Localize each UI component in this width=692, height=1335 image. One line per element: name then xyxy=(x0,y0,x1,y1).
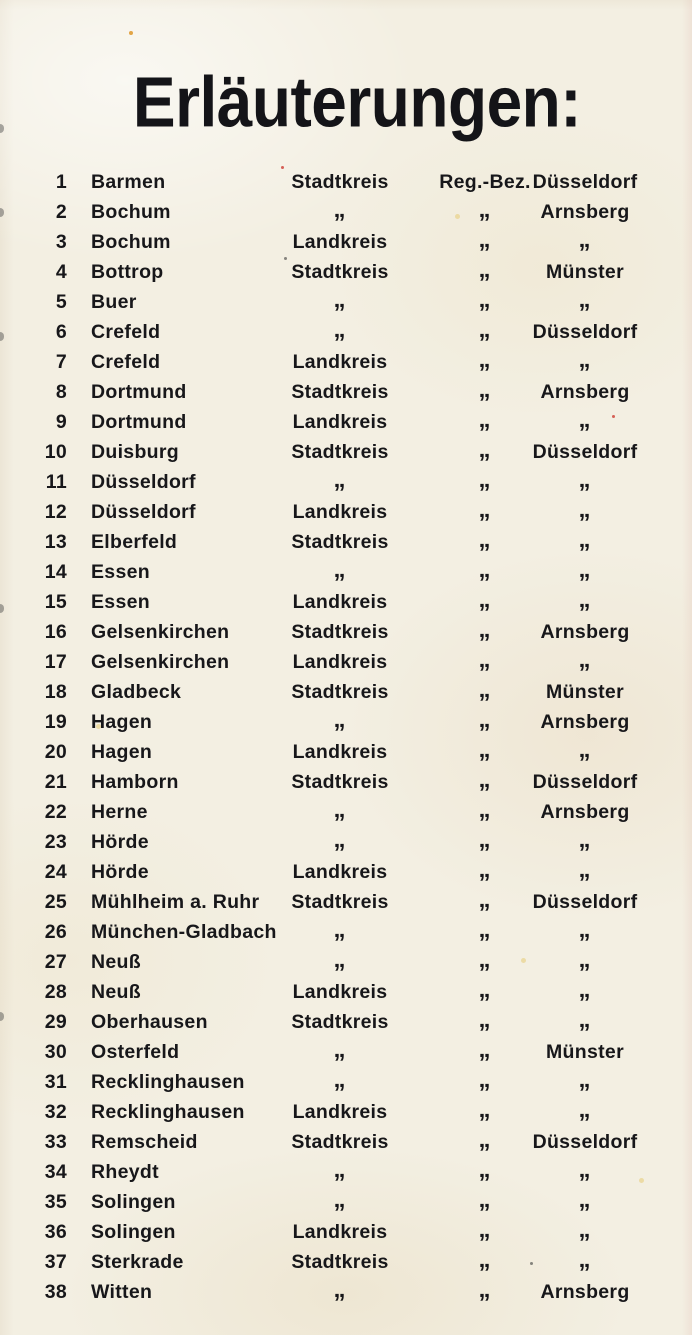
region-name: „ xyxy=(578,556,592,583)
region-name: „ xyxy=(578,646,592,673)
kreis-type: „ xyxy=(333,1276,347,1303)
table-row xyxy=(0,1037,692,1067)
row-number: 28 xyxy=(44,981,67,1003)
city-name: Düsseldorf xyxy=(91,471,196,493)
region-name: Arnsberg xyxy=(540,201,630,223)
region-name: „ xyxy=(578,496,592,523)
region-name: „ xyxy=(578,1006,592,1033)
region-name: „ xyxy=(578,826,592,853)
row-number: 13 xyxy=(44,531,67,553)
table-row xyxy=(0,617,692,647)
row-number: 6 xyxy=(55,321,67,343)
kreis-type: Stadtkreis xyxy=(291,621,389,643)
city-name: Essen xyxy=(91,561,150,583)
kreis-type: „ xyxy=(333,556,347,583)
regbez-label: „ xyxy=(478,1156,492,1183)
region-name: Arnsberg xyxy=(540,711,630,733)
city-name: Duisburg xyxy=(91,441,179,463)
table-row xyxy=(0,1097,692,1127)
region-name: Arnsberg xyxy=(540,381,630,403)
row-number: 34 xyxy=(44,1161,67,1183)
kreis-type: „ xyxy=(333,916,347,943)
table-row xyxy=(0,827,692,857)
kreis-type: „ xyxy=(333,1156,347,1183)
region-name: „ xyxy=(578,1246,592,1273)
row-number: 23 xyxy=(44,831,67,853)
city-name: Barmen xyxy=(91,171,166,193)
regbez-label: „ xyxy=(478,766,492,793)
region-name: Arnsberg xyxy=(540,621,630,643)
regbez-label: „ xyxy=(478,1036,492,1063)
row-number: 1 xyxy=(55,171,67,193)
region-name: Arnsberg xyxy=(540,1281,630,1303)
regbez-label: „ xyxy=(478,556,492,583)
region-name: „ xyxy=(578,226,592,253)
row-number: 20 xyxy=(44,741,67,763)
city-name: Hamborn xyxy=(91,771,179,793)
table-row xyxy=(0,1127,692,1157)
regbez-label: „ xyxy=(478,676,492,703)
row-number: 11 xyxy=(45,471,67,493)
row-number: 31 xyxy=(44,1071,67,1093)
row-number: 12 xyxy=(44,501,67,523)
table-row xyxy=(0,1247,692,1277)
city-name: Neuß xyxy=(91,981,141,1003)
region-name: „ xyxy=(578,286,592,313)
row-number: 18 xyxy=(44,681,67,703)
region-name: Arnsberg xyxy=(540,801,630,823)
regbez-label: „ xyxy=(478,256,492,283)
table-row xyxy=(0,1277,692,1307)
kreis-type: Landkreis xyxy=(292,231,388,253)
table-row xyxy=(0,887,692,917)
region-name: Düsseldorf xyxy=(532,171,638,193)
regbez-label: „ xyxy=(478,1126,492,1153)
row-number: 36 xyxy=(44,1221,67,1243)
city-name: Crefeld xyxy=(91,351,161,373)
city-name: Crefeld xyxy=(91,321,161,343)
region-name: „ xyxy=(578,1156,592,1183)
table-row xyxy=(0,1217,692,1247)
city-name: Essen xyxy=(91,591,150,613)
city-name: Buer xyxy=(91,291,137,313)
kreis-type: Stadtkreis xyxy=(291,891,389,913)
regbez-label: „ xyxy=(478,346,492,373)
region-name: „ xyxy=(578,736,592,763)
scan-speck xyxy=(129,31,133,35)
kreis-type: Landkreis xyxy=(292,861,388,883)
kreis-type: Landkreis xyxy=(292,981,388,1003)
city-name: Dortmund xyxy=(91,411,187,433)
city-name: Witten xyxy=(91,1281,153,1303)
row-number: 27 xyxy=(44,951,67,973)
region-name: Düsseldorf xyxy=(532,441,638,463)
table-row xyxy=(0,377,692,407)
region-name: „ xyxy=(578,1186,592,1213)
row-number: 32 xyxy=(44,1101,67,1123)
region-name: „ xyxy=(578,1096,592,1123)
regbez-label: „ xyxy=(478,1246,492,1273)
regbez-label: Reg.-Bez. xyxy=(439,171,531,193)
row-number: 19 xyxy=(44,711,67,733)
kreis-type: Landkreis xyxy=(292,1101,388,1123)
region-name: Münster xyxy=(546,261,624,283)
city-name: Herne xyxy=(91,801,148,823)
city-name: Bochum xyxy=(91,231,171,253)
city-name: Oberhausen xyxy=(91,1011,208,1033)
city-name: Sterkrade xyxy=(91,1251,184,1273)
kreis-type: Stadtkreis xyxy=(291,1251,389,1273)
table-row xyxy=(0,527,692,557)
table-row xyxy=(0,1067,692,1097)
row-number: 15 xyxy=(44,591,67,613)
kreis-type: Stadtkreis xyxy=(291,1011,389,1033)
kreis-type: Stadtkreis xyxy=(291,441,389,463)
kreis-type: Landkreis xyxy=(292,501,388,523)
row-number: 10 xyxy=(44,441,67,463)
city-name: Neuß xyxy=(91,951,141,973)
region-name: „ xyxy=(578,526,592,553)
page-title: Erläuterungen: xyxy=(132,61,582,143)
region-name: „ xyxy=(578,946,592,973)
regbez-label: „ xyxy=(478,1276,492,1303)
kreis-type: Stadtkreis xyxy=(291,1131,389,1153)
kreis-type: Stadtkreis xyxy=(291,171,389,193)
city-name: Düsseldorf xyxy=(91,501,196,523)
kreis-type: „ xyxy=(333,1066,347,1093)
regbez-label: „ xyxy=(478,736,492,763)
regbez-label: „ xyxy=(478,466,492,493)
table-row xyxy=(0,167,692,197)
row-number: 7 xyxy=(55,351,67,373)
city-name: Hörde xyxy=(91,831,149,853)
city-name: Recklinghausen xyxy=(91,1101,245,1123)
row-number: 24 xyxy=(44,861,67,883)
region-name: „ xyxy=(578,586,592,613)
table-row xyxy=(0,227,692,257)
region-name: Düsseldorf xyxy=(532,321,638,343)
table-row xyxy=(0,737,692,767)
table-row xyxy=(0,1007,692,1037)
regbez-label: „ xyxy=(478,946,492,973)
regbez-label: „ xyxy=(478,226,492,253)
regbez-label: „ xyxy=(478,886,492,913)
region-name: „ xyxy=(578,976,592,1003)
city-name: Gelsenkirchen xyxy=(91,621,230,643)
regbez-label: „ xyxy=(478,316,492,343)
city-name: Hagen xyxy=(91,711,153,733)
row-number: 5 xyxy=(55,291,67,313)
city-name: Dortmund xyxy=(91,381,187,403)
table-row xyxy=(0,467,692,497)
region-name: „ xyxy=(578,466,592,493)
region-name: „ xyxy=(578,856,592,883)
regbez-label: „ xyxy=(478,526,492,553)
row-number: 35 xyxy=(44,1191,67,1213)
regbez-label: „ xyxy=(478,1006,492,1033)
city-name: München-Gladbach xyxy=(91,921,277,943)
region-name: „ xyxy=(578,406,592,433)
region-name: Düsseldorf xyxy=(532,771,638,793)
row-number: 2 xyxy=(55,201,67,223)
city-name: Remscheid xyxy=(91,1131,198,1153)
kreis-type: Landkreis xyxy=(292,351,388,373)
table-row xyxy=(0,407,692,437)
region-name: Düsseldorf xyxy=(532,1131,638,1153)
row-number: 14 xyxy=(44,561,67,583)
table-row xyxy=(0,947,692,977)
regbez-label: „ xyxy=(478,916,492,943)
table-row xyxy=(0,917,692,947)
city-name: Gelsenkirchen xyxy=(91,651,230,673)
city-name: Solingen xyxy=(91,1221,176,1243)
table-row xyxy=(0,437,692,467)
kreis-type: Stadtkreis xyxy=(291,261,389,283)
regbez-label: „ xyxy=(478,856,492,883)
regbez-label: „ xyxy=(478,1096,492,1123)
kreis-type: Landkreis xyxy=(292,591,388,613)
kreis-type: Landkreis xyxy=(292,1221,388,1243)
table-row xyxy=(0,677,692,707)
kreis-type: Stadtkreis xyxy=(291,771,389,793)
kreis-type: Stadtkreis xyxy=(291,681,389,703)
regbez-label: „ xyxy=(478,826,492,853)
table-row xyxy=(0,317,692,347)
city-name: Osterfeld xyxy=(91,1041,180,1063)
regbez-label: „ xyxy=(478,496,492,523)
city-name: Recklinghausen xyxy=(91,1071,245,1093)
city-name: Solingen xyxy=(91,1191,176,1213)
regbez-label: „ xyxy=(478,586,492,613)
kreis-type: „ xyxy=(333,1186,347,1213)
row-number: 21 xyxy=(44,771,67,793)
table-row xyxy=(0,977,692,1007)
kreis-type: „ xyxy=(333,946,347,973)
region-name: „ xyxy=(578,1216,592,1243)
regbez-label: „ xyxy=(478,436,492,463)
kreis-type: „ xyxy=(333,826,347,853)
row-number: 17 xyxy=(44,651,67,673)
legend-table xyxy=(0,167,692,1307)
kreis-type: Landkreis xyxy=(292,651,388,673)
region-name: „ xyxy=(578,1066,592,1093)
table-row xyxy=(0,647,692,677)
kreis-type: Landkreis xyxy=(292,741,388,763)
table-row xyxy=(0,197,692,227)
region-name: „ xyxy=(578,346,592,373)
region-name: Münster xyxy=(546,681,624,703)
kreis-type: „ xyxy=(333,286,347,313)
kreis-type: Stadtkreis xyxy=(291,531,389,553)
table-row xyxy=(0,707,692,737)
regbez-label: „ xyxy=(478,1186,492,1213)
table-row xyxy=(0,767,692,797)
kreis-type: „ xyxy=(333,796,347,823)
table-row xyxy=(0,347,692,377)
table-row xyxy=(0,857,692,887)
row-number: 29 xyxy=(44,1011,67,1033)
table-row xyxy=(0,557,692,587)
city-name: Hagen xyxy=(91,741,153,763)
city-name: Hörde xyxy=(91,861,149,883)
city-name: Bochum xyxy=(91,201,171,223)
region-name: Münster xyxy=(546,1041,624,1063)
city-name: Mühlheim a. Ruhr xyxy=(91,891,260,913)
row-number: 25 xyxy=(44,891,67,913)
row-number: 16 xyxy=(44,621,67,643)
regbez-label: „ xyxy=(478,196,492,223)
table-row xyxy=(0,497,692,527)
kreis-type: „ xyxy=(333,1036,347,1063)
table-row xyxy=(0,287,692,317)
row-number: 37 xyxy=(44,1251,67,1273)
regbez-label: „ xyxy=(478,286,492,313)
row-number: 22 xyxy=(44,801,67,823)
row-number: 33 xyxy=(44,1131,67,1153)
table-row xyxy=(0,1187,692,1217)
city-name: Rheydt xyxy=(91,1161,159,1183)
kreis-type: „ xyxy=(333,706,347,733)
regbez-label: „ xyxy=(478,1066,492,1093)
city-name: Gladbeck xyxy=(91,681,182,703)
regbez-label: „ xyxy=(478,1216,492,1243)
table-row xyxy=(0,257,692,287)
city-name: Elberfeld xyxy=(91,531,178,553)
regbez-label: „ xyxy=(478,406,492,433)
kreis-type: „ xyxy=(333,466,347,493)
kreis-type: Landkreis xyxy=(292,411,388,433)
regbez-label: „ xyxy=(478,646,492,673)
kreis-type: „ xyxy=(333,316,347,343)
table-row xyxy=(0,587,692,617)
row-number: 4 xyxy=(55,261,67,283)
row-number: 3 xyxy=(55,231,67,253)
regbez-label: „ xyxy=(478,796,492,823)
table-row xyxy=(0,1157,692,1187)
table-row xyxy=(0,797,692,827)
regbez-label: „ xyxy=(478,616,492,643)
region-name: „ xyxy=(578,916,592,943)
row-number: 38 xyxy=(44,1281,67,1303)
row-number: 26 xyxy=(44,921,67,943)
city-name: Bottrop xyxy=(91,261,164,283)
regbez-label: „ xyxy=(478,706,492,733)
regbez-label: „ xyxy=(478,376,492,403)
row-number: 8 xyxy=(55,381,67,403)
row-number: 30 xyxy=(44,1041,67,1063)
region-name: Düsseldorf xyxy=(532,891,638,913)
kreis-type: „ xyxy=(333,196,347,223)
row-number: 9 xyxy=(55,411,67,433)
regbez-label: „ xyxy=(478,976,492,1003)
kreis-type: Stadtkreis xyxy=(291,381,389,403)
